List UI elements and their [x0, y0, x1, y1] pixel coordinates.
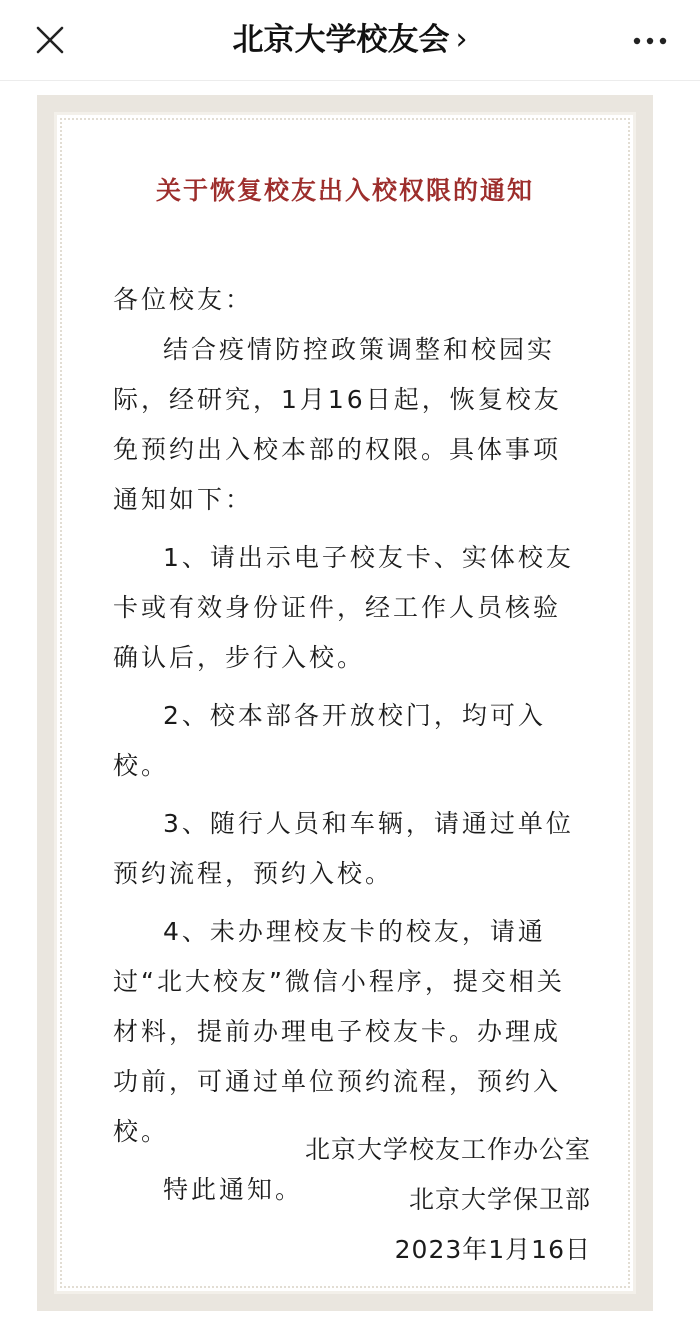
notice-title: 关于恢复校友出入校权限的通知 — [155, 176, 534, 205]
account-name: 北京大学校友会 — [232, 22, 450, 58]
item-2: 2、校本部各开放校门，均可入校。 — [113, 701, 546, 780]
signature-office: 北京大学校友工作办公室 — [304, 1135, 591, 1164]
top-navigation-bar — [0, 0, 700, 81]
signature-block — [305, 1125, 591, 1275]
signature-department: 北京大学保卫部 — [408, 1185, 591, 1214]
notice-body — [113, 275, 583, 1215]
signature-date: 2023年1月16日 — [394, 1235, 591, 1264]
closing-text: 特此通知。 — [163, 1175, 304, 1204]
notice-card — [57, 115, 633, 1291]
item-3: 3、随行人员和车辆，请通过单位预约流程，预约入校。 — [113, 809, 574, 888]
item-1: 1、请出示电子校友卡、实体校友卡或有效身份证件，经工作人员核验确认后，步行入校。 — [113, 543, 574, 672]
notice-card-frame — [37, 95, 653, 1311]
chevron-right-icon: › — [455, 22, 468, 57]
more-icon[interactable] — [630, 26, 670, 56]
intro-paragraph: 结合疫情防控政策调整和校园实际，经研究，1月16日起，恢复校友免预约出入校本部的权限。具体事项通知如下： — [113, 335, 562, 514]
greeting: 各位校友： — [113, 285, 254, 314]
item-4: 4、未办理校友卡的校友，请通过“北大校友”微信小程序，提交相关材料，提前办理电子校友卡。办理成功前，可通过单位预约流程，预约入校。 — [113, 917, 565, 1146]
account-name-link[interactable] — [0, 18, 700, 62]
